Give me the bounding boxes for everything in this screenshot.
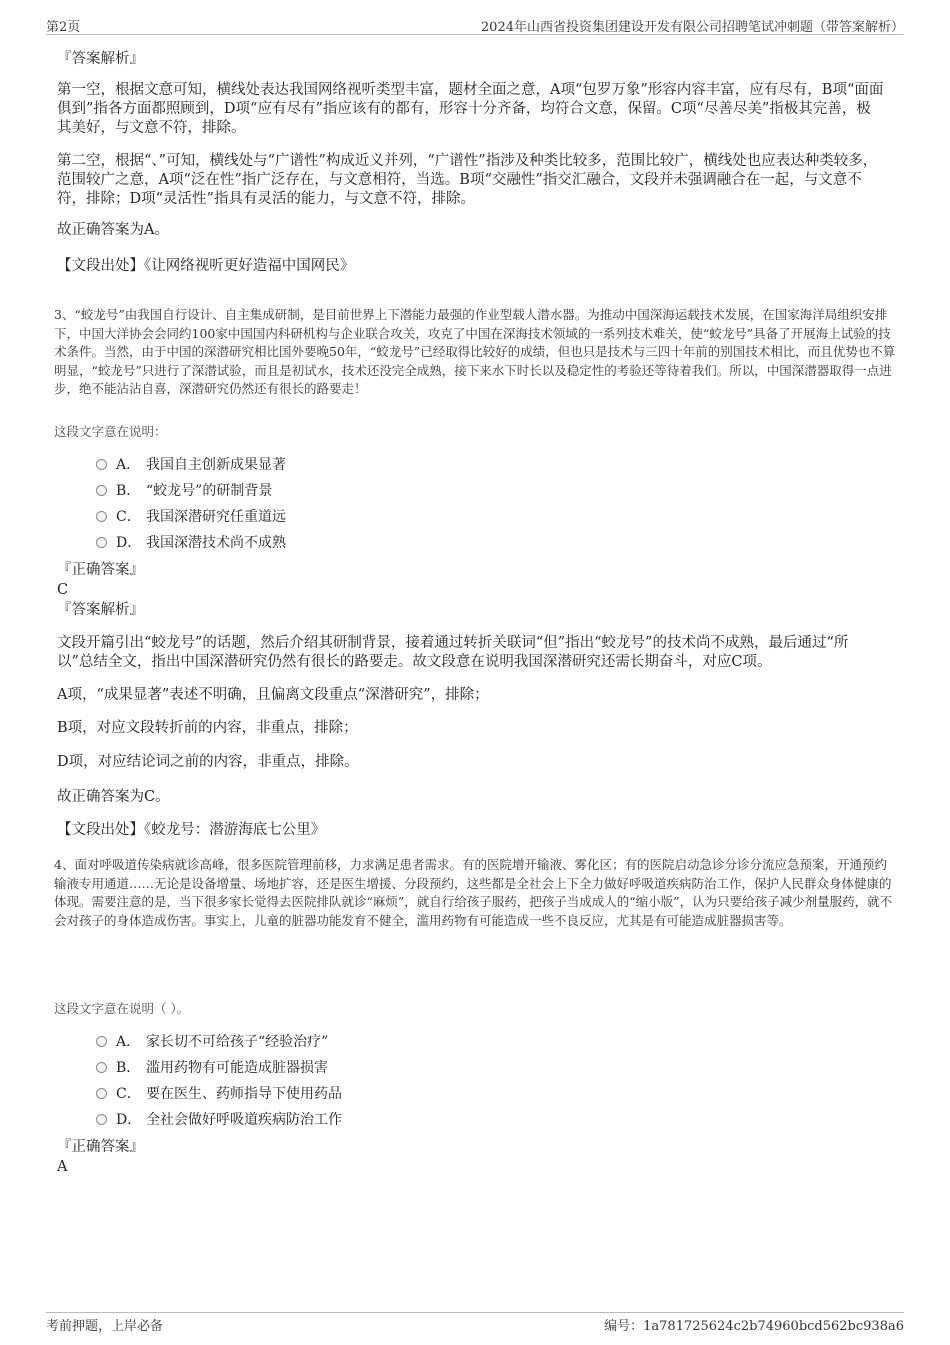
page-footer (46, 1312, 904, 1333)
option-text: 我国自主创新成果显著 (146, 457, 286, 473)
q3-analysis-label: 『答案解析』 (57, 602, 144, 618)
radio-icon[interactable] (96, 459, 107, 470)
radio-icon[interactable] (96, 1114, 107, 1125)
q3-prompt: 这段文字意在说明： (54, 424, 167, 439)
option-letter: D． (116, 1112, 142, 1128)
q3-option-a[interactable] (96, 455, 286, 475)
footer-slogan: 考前押题，上岸必备 (46, 1319, 164, 1334)
q4-option-d[interactable] (96, 1110, 342, 1130)
q4-option-a[interactable] (96, 1032, 328, 1052)
radio-icon[interactable] (96, 537, 107, 548)
page-header (46, 14, 904, 35)
option-text: “蛟龙号”的研制背景 (146, 483, 273, 499)
document-title: 2024年山西省投资集团建设开发有限公司招聘笔试冲刺题（带答案解析） (480, 20, 904, 35)
q3-answer-label: 『正确答案』 (57, 562, 144, 578)
option-letter: D． (116, 535, 142, 551)
q3-option-c[interactable] (96, 507, 286, 527)
q3-option-d[interactable] (96, 533, 286, 553)
q3-stem: 3、“蛟龙号”由我国自行设计、自主集成研制，是目前世界上下潜能力最强的作业型载人潜水器。为推动中国深海运载技术发展，在国家海洋局组织安排下，中国大洋协会会同约100家中国国内科研机构与企业联合攻关，攻克了中国在深海技术领域的一系列技术难关，使“蛟龙号”具备了开展海上试验的技术条件。当然，由于中国的深潜研究相比国外要晚50年，“蛟龙号”已经取得比较好的成绩，但也只是技术与三四十年前的别国技术相比，而且优势也不算明显，“蛟龙号”只进行了深潜试验，而且是初试水，技术还没完全成熟，接下来水下时长以及稳定性的考验还等待着我们。所以，中国深潜器取得一点进步，绝不能沾沾自喜，深潜研究仍然还有很长的路要走！ (54, 307, 896, 396)
q4-answer-label: 『正确答案』 (57, 1139, 144, 1155)
radio-icon[interactable] (96, 1088, 107, 1099)
option-text: 全社会做好呼吸道疾病防治工作 (146, 1112, 342, 1128)
q3-analysis-p4: D项，对应结论词之前的内容，非重点，排除。 (57, 754, 359, 770)
q3-conclusion: 故正确答案为C。 (57, 789, 170, 805)
q2-analysis-p2: 第二空，根据“、”可知，横线处与“广谱性”构成近义并列，“广谱性”指涉及种类比较多，范围比较广，横线处也应表达种类较多，范围较广之意，A项“泛在性”指广泛存在，与文意相符，当选。B项“交融性”指交汇融合，文段并未强调融合在一起，与文意不符，排除；D项“灵活性”指具有灵活的能力，与文意不符，排除。 (57, 153, 878, 207)
q4-option-b[interactable] (96, 1058, 328, 1078)
option-text: 家长切不可给孩子“经验治疗” (146, 1034, 329, 1050)
q2-analysis-p1: 第一空，根据文意可知，横线处表达我国网络视听类型丰富，题材全面之意，A项“包罗万象”形容内容丰富，应有尽有，B项“面面俱到”指各方面都照顾到，D项“应有尽有”指应该有的都有，形容十分齐备，均符合文意，保留。C项“尽善尽美”指极其完善，极其美好，与文意不符，排除。 (57, 82, 884, 136)
page-number: 第2页 (46, 20, 81, 35)
option-letter: B． (116, 1060, 141, 1076)
q3-analysis-p3: B项，对应文段转折前的内容，非重点，排除； (57, 720, 358, 736)
option-letter: C． (116, 509, 141, 525)
q4-option-c[interactable] (96, 1084, 342, 1104)
q3-option-b[interactable] (96, 481, 272, 501)
radio-icon[interactable] (96, 511, 107, 522)
q3-analysis-p1: 文段开篇引出“蛟龙号”的话题，然后介绍其研制背景，接着通过转折关联词“但”指出“蛟龙号”的技术尚不成熟，最后通过“所以”总结全文，指出中国深潜研究仍然有很长的路要走。故文段意在说明我国深潜研究还需长期奋斗，对应C项。 (57, 635, 849, 670)
option-letter: C． (116, 1086, 141, 1102)
option-text: 我国深潜技术尚不成熟 (146, 535, 286, 551)
footer-serial: 编号：1a781725624c2b74960bcd562bc938a6 (604, 1319, 904, 1334)
radio-icon[interactable] (96, 1036, 107, 1047)
option-text: 滥用药物有可能造成脏器损害 (146, 1060, 328, 1076)
q3-answer: C (57, 582, 69, 598)
radio-icon[interactable] (96, 1062, 107, 1073)
q3-analysis-p2: A项，“成果显著”表述不明确，且偏离文段重点“深潜研究”，排除； (57, 687, 489, 703)
option-letter: B． (116, 483, 141, 499)
q4-answer: A (57, 1159, 68, 1175)
q2-analysis-label: 『答案解析』 (57, 51, 144, 67)
option-letter: A． (116, 1034, 141, 1050)
option-letter: A． (116, 457, 141, 473)
option-text: 我国深潜研究任重道远 (146, 509, 286, 525)
q2-source: 【文段出处】《让网络视听更好造福中国网民》 (57, 258, 355, 274)
option-text: 要在医生、药师指导下使用药品 (146, 1086, 342, 1102)
q4-stem: 4、面对呼吸道传染病就诊高峰，很多医院管理前移，力求满足患者需求。有的医院增开输液、雾化区；有的医院启动急诊分诊分流应急预案，开通预约输液专用通道……无论是设备增量、场地扩容，还是医生增援、分段预约，这些都是全社会上下全力做好呼吸道疾病防治工作，保护人民群众身体健康的体现。需要注意的是，当下很多家长觉得去医院排队就诊“麻烦”，就自行给孩子服药，把孩子当成成人的“缩小版”，认为只要给孩子减少剂量服药，就不会对孩子的身体造成伤害。事实上，儿童的脏器功能发育不健全，滥用药物有可能造成一些不良反应，尤其是有可能造成脏器损害等。 (54, 857, 893, 928)
q4-prompt: 这段文字意在说明（ ）。 (54, 1001, 190, 1016)
q3-source: 【文段出处】《蛟龙号：潜游海底七公里》 (57, 822, 326, 838)
radio-icon[interactable] (96, 485, 107, 496)
q2-conclusion: 故正确答案为A。 (57, 222, 169, 238)
